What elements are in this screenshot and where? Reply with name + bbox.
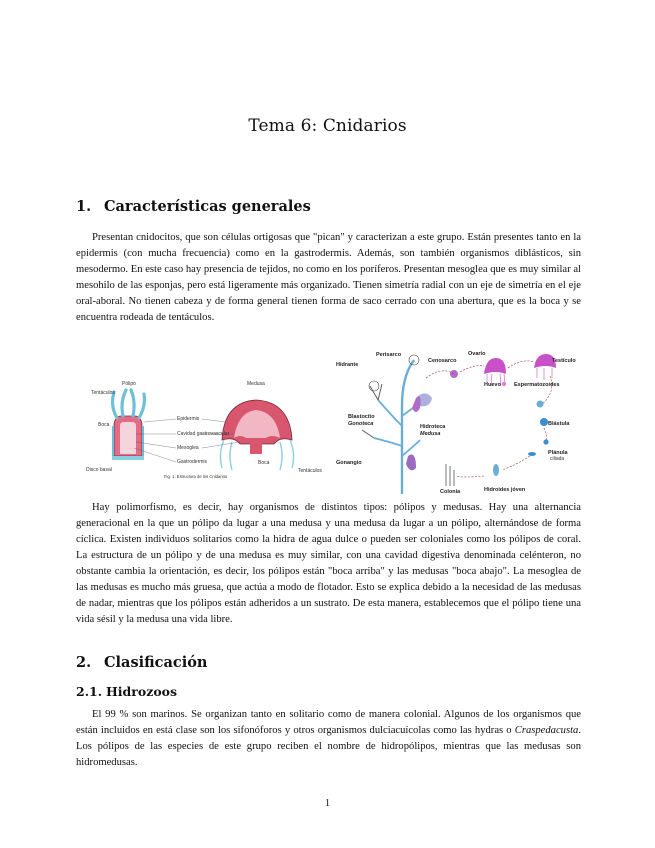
label-mouth-right: Boca [258,460,270,466]
label-planula: Plánula [548,450,568,456]
label-hidrante: Hidrante [336,362,359,368]
label-hidroides: Hidroides jóven [484,487,526,493]
label-colonia: Colonia [440,489,461,495]
label-medusa-colony: Medusa [420,431,441,437]
label-tentacles: Tentáculos [91,390,115,396]
label-planula-sub: ciliada [550,456,565,462]
label-mesoglea: Mesoglea [177,445,199,451]
label-espermatozoides: Espermatozoides [514,382,560,388]
hidrozoos-text-a: El 99 % son marinos. Se organizan tanto en solitario como de manera colonial. Algunos de los organismos que están incluidos en está clase son los sifonóforos y otros organismos dulciacuícolas como las hydras o [76,709,581,736]
medusa-illustration [220,400,293,470]
label-gonangio: Gonangio [336,460,362,466]
label-blastocito: Blastocito [348,414,375,420]
figure-caption: Fig. 1: Estructura de los Cnidarios [164,474,228,479]
label-tentacles-right: Tentáculos [298,468,322,474]
label-perisarco: Perisarco [376,352,402,358]
section-number: 2. [76,654,92,671]
paragraph-polymorphism: Hay polimorfismo, es decir, hay organismos de distintos tipos: pólipos y medusas. Hay una alternancia generacional en la que un pólipo da lugar a una medusa y una medusa da lugar a un pólipo, alternándose de forma cíclica. Existen individuos solitarios como la hidra de agua dulce o pueden ser coloniales como los pólipos de coral. La estructura de un pólipo y de una medusa es muy similar, con una cavidad digestiva denominada celénteron, no obstante cambia la orientación, es decir, los pólipos están "boca arriba" y las medusas "boca abajo". La mesoglea de las medusas es mucho más gruesa, que actúa a modo de flotador. Esto se explica debido a la necesidad de las medusas de nadar, mientras que los pólipos están adheridos a un sustrato. De esta manera, establecemos que el pólipo tiene una vida sésil y la medusa una vida libre. [76,502,581,625]
label-mouth: Boca [98,422,110,428]
polyp-medusa-diagram [84,378,332,480]
page-title: Tema 6: Cnidarios [248,116,407,136]
paragraph-hidrozoos [76,707,581,771]
hidrozoos-italic: Craspedacusta [514,725,579,736]
hidrozoos-text-b: . Los pólipos de las especies de este grupo reciben el nombre de hidropólipos, mientras que las medusas son hidromedusas. [76,725,581,768]
medusa-illustration [446,354,556,486]
polyp-illustration [112,390,144,460]
label-cavity: Cavidad gastrovascular [177,431,230,437]
subsection-heading-2-1 [76,684,177,699]
label-gonoteca: Gonoteca [348,421,374,427]
label-disc: Disco basal [86,467,112,473]
section-title: Características generales [104,198,311,215]
label-cenosarco: Cenosarco [428,358,457,364]
section-heading-1 [76,198,311,215]
figure-life-cycle [334,346,586,496]
label-ovario: Ovario [468,351,486,357]
subsection-title: Hidrozoos [106,684,178,699]
section1-paragraph: Presentan cnidocitos, que son células ortigosas que "pican" y caracterizan a este grupo. Están presentes tanto en la epidermis (con mucha frecuencia) como en la gastrodermis. Además, son también organismos diblásticos, sin mesodermo. En este caso hay presencia de tejidos, no como en los poríferos. Presentan mesoglea que es muy similar al mesohilo de las esponjas, pero está ligeramente más organizado. Tienen simetría radial con un eje de simetría en el eje oral-aboral. No tienen cabeza y de forma general tienen forma de saco cerrado con una abertura, que es la boca y se encuentra rodeada de tentáculos. [76,232,581,323]
figure-polyp-medusa [84,378,332,480]
label-gastrodermis: Gastrodermis [177,459,208,465]
label-huevo: Huevo [484,382,501,388]
subsection-number: 2.1. [76,684,103,699]
section-title: Clasificación [104,654,208,671]
label-blastula: Blástula [548,421,570,427]
label-medusa: Medusa [247,381,265,387]
label-epidermis: Epidermis [177,416,200,422]
label-polyp: Pólipo [122,381,136,387]
label-testiculo: Testículo [552,358,576,364]
life-cycle-diagram [334,346,586,496]
section-heading-2 [76,654,207,671]
page-number: 1 [324,798,331,809]
label-hidroteca: Hidroteca [420,424,446,430]
section-number: 1. [76,198,92,215]
